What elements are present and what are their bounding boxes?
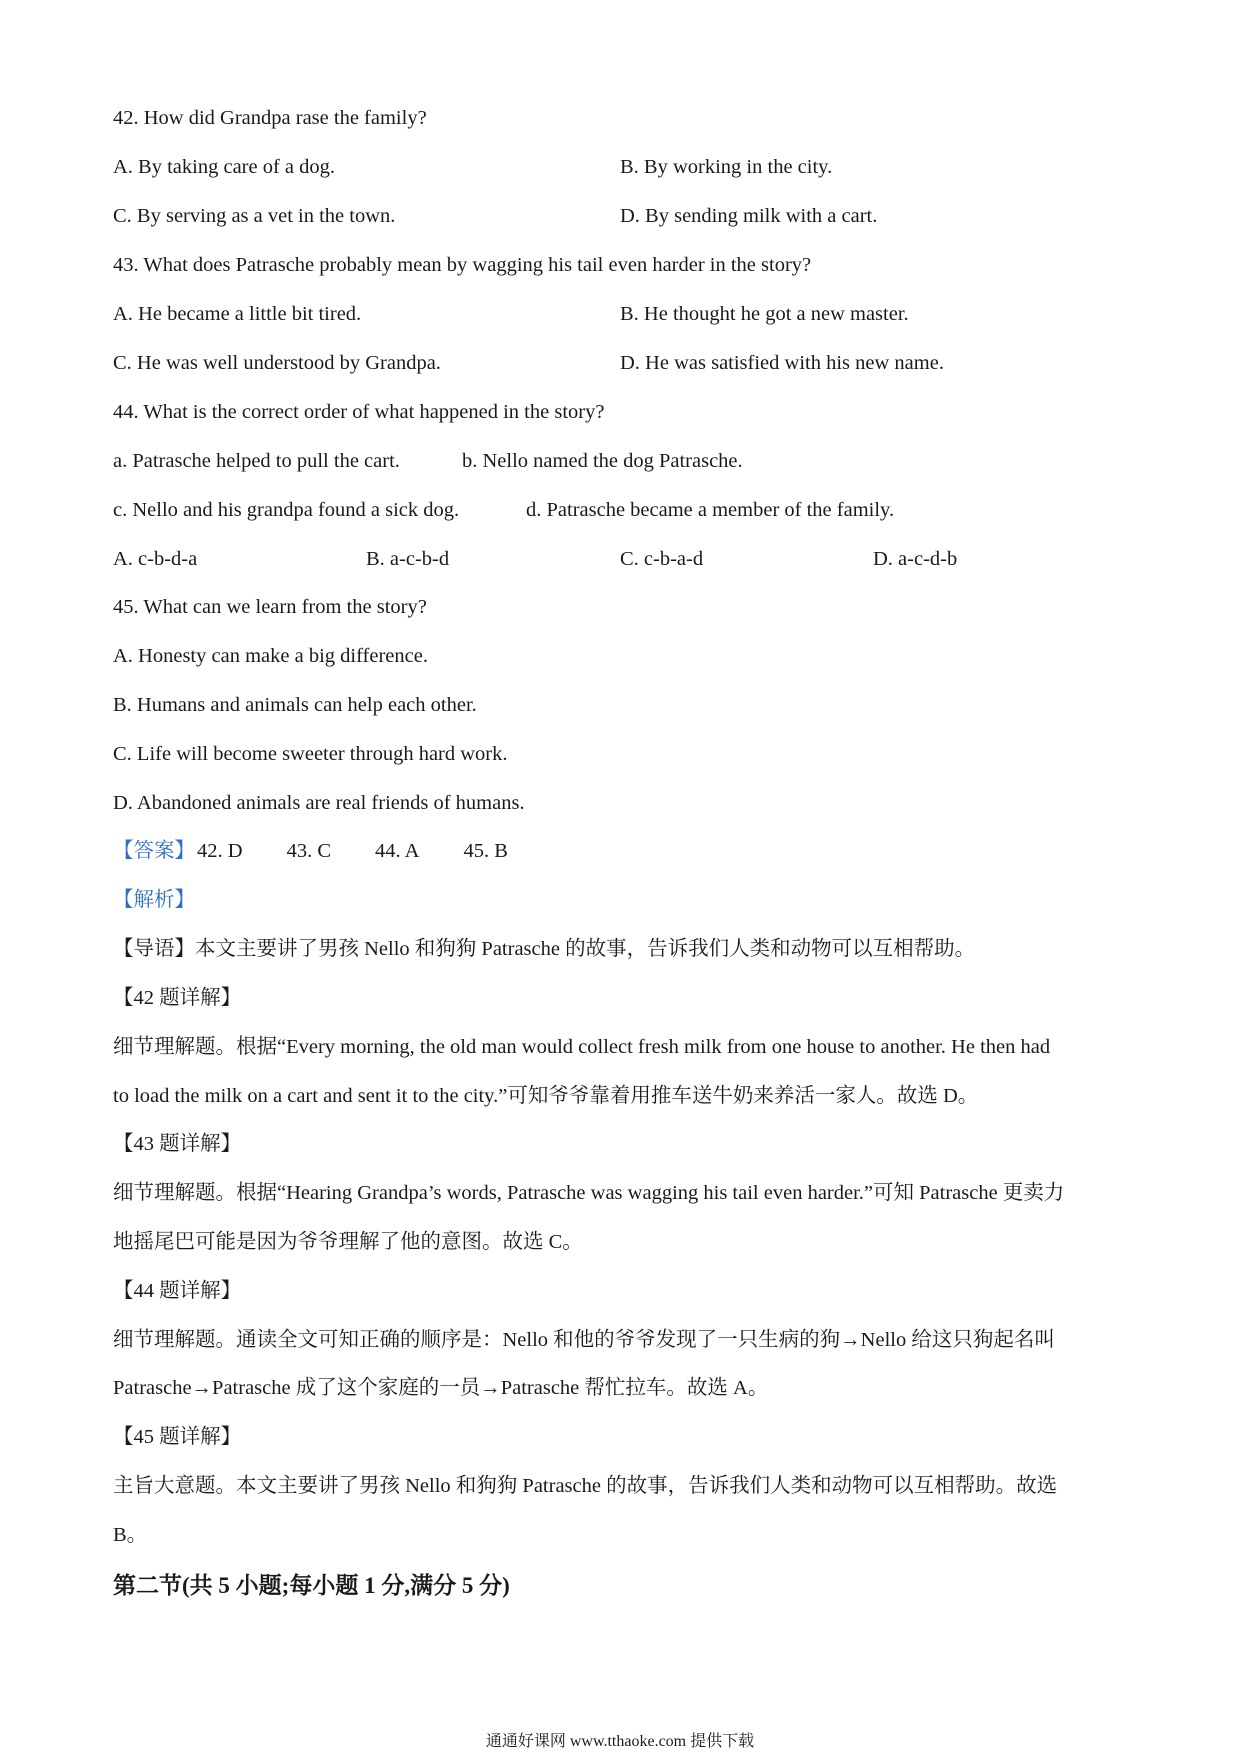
q43-option-c: C. He was well understood by Grandpa. <box>113 352 441 374</box>
answer-45: 45. B <box>463 840 508 862</box>
q44-stem: 44. What is the correct order of what happened in the story? <box>113 401 605 423</box>
q43-option-a: A. He became a little bit tired. <box>113 303 362 325</box>
q44-option-a: A. c-b-d-a <box>113 548 198 570</box>
detail-42-line1: 细节理解题。根据“Every morning, the old man would collect fresh milk from one house to another. He then had <box>113 1036 1051 1058</box>
q45-option-a: A. Honesty can make a big difference. <box>113 645 428 667</box>
analysis-label: 【解析】 <box>113 889 195 911</box>
section-2-heading: 第二节(共 5 小题;每小题 1 分,满分 5 分) <box>113 1573 510 1598</box>
q44-option-d: D. a-c-d-b <box>873 548 958 570</box>
answer-row <box>113 841 508 862</box>
detail-44-line1: 细节理解题。通读全文可知正确的顺序是：Nello 和他的爷爷发现了一只生病的狗→Nello 给这只狗起名叫 <box>113 1329 1055 1351</box>
q44-event-a: a. Patrasche helped to pull the cart. <box>113 450 400 472</box>
q42-stem: 42. How did Grandpa rase the family? <box>113 107 427 129</box>
detail-43-line1: 细节理解题。根据“Hearing Grandpa’s words, Patrasche was wagging his tail even harder.”可知 Patrasche 更卖力 <box>113 1182 1065 1204</box>
guide-text: 【导语】本文主要讲了男孩 Nello 和狗狗 Patrasche 的故事，告诉我们人类和动物可以互相帮助。 <box>113 938 976 960</box>
detail-43-heading: 【43 题详解】 <box>113 1133 242 1155</box>
detail-44-line2: Patrasche→Patrasche 成了这个家庭的一员→Patrasche 帮忙拉车。故选 A。 <box>113 1377 769 1399</box>
answer-42: 42. D <box>197 840 243 862</box>
q45-option-d: D. Abandoned animals are real friends of humans. <box>113 792 525 814</box>
answer-43: 43. C <box>286 840 331 862</box>
q45-option-c: C. Life will become sweeter through hard work. <box>113 743 508 765</box>
detail-42-heading: 【42 题详解】 <box>113 987 242 1009</box>
q43-option-b: B. He thought he got a new master. <box>620 303 909 325</box>
q45-option-b: B. Humans and animals can help each other. <box>113 694 477 716</box>
q44-event-b: b. Nello named the dog Patrasche. <box>462 450 743 472</box>
detail-45-heading: 【45 题详解】 <box>113 1426 242 1448</box>
q42-option-d: D. By sending milk with a cart. <box>620 205 878 227</box>
answer-label: 【答案】 <box>113 840 195 862</box>
detail-45-line1: 主旨大意题。本文主要讲了男孩 Nello 和狗狗 Patrasche 的故事，告诉我们人类和动物可以互相帮助。故选 <box>113 1475 1058 1497</box>
q42-option-a: A. By taking care of a dog. <box>113 156 336 178</box>
q42-option-b: B. By working in the city. <box>620 156 833 178</box>
detail-42-line2: to load the milk on a cart and sent it to the city.”可知爷爷靠着用推车送牛奶来养活一家人。故选 D。 <box>113 1085 979 1107</box>
q44-event-d: d. Patrasche became a member of the family. <box>526 499 895 521</box>
detail-44-heading: 【44 题详解】 <box>113 1280 242 1302</box>
q43-option-d: D. He was satisfied with his new name. <box>620 352 944 374</box>
page-footer: 通通好课网 www.tthaoke.com 提供下载 <box>485 1733 755 1750</box>
q44-option-c: C. c-b-a-d <box>620 548 704 570</box>
q44-option-b: B. a-c-b-d <box>366 548 450 570</box>
answer-44: 44. A <box>375 840 420 862</box>
detail-43-line2: 地摇尾巴可能是因为爷爷理解了他的意图。故选 C。 <box>113 1231 583 1253</box>
q43-stem: 43. What does Patrasche probably mean by wagging his tail even harder in the story? <box>113 254 812 276</box>
q42-option-c: C. By serving as a vet in the town. <box>113 205 396 227</box>
q45-stem: 45. What can we learn from the story? <box>113 596 427 618</box>
q44-event-c: c. Nello and his grandpa found a sick dog. <box>113 499 460 521</box>
detail-45-line2: B。 <box>113 1524 148 1546</box>
